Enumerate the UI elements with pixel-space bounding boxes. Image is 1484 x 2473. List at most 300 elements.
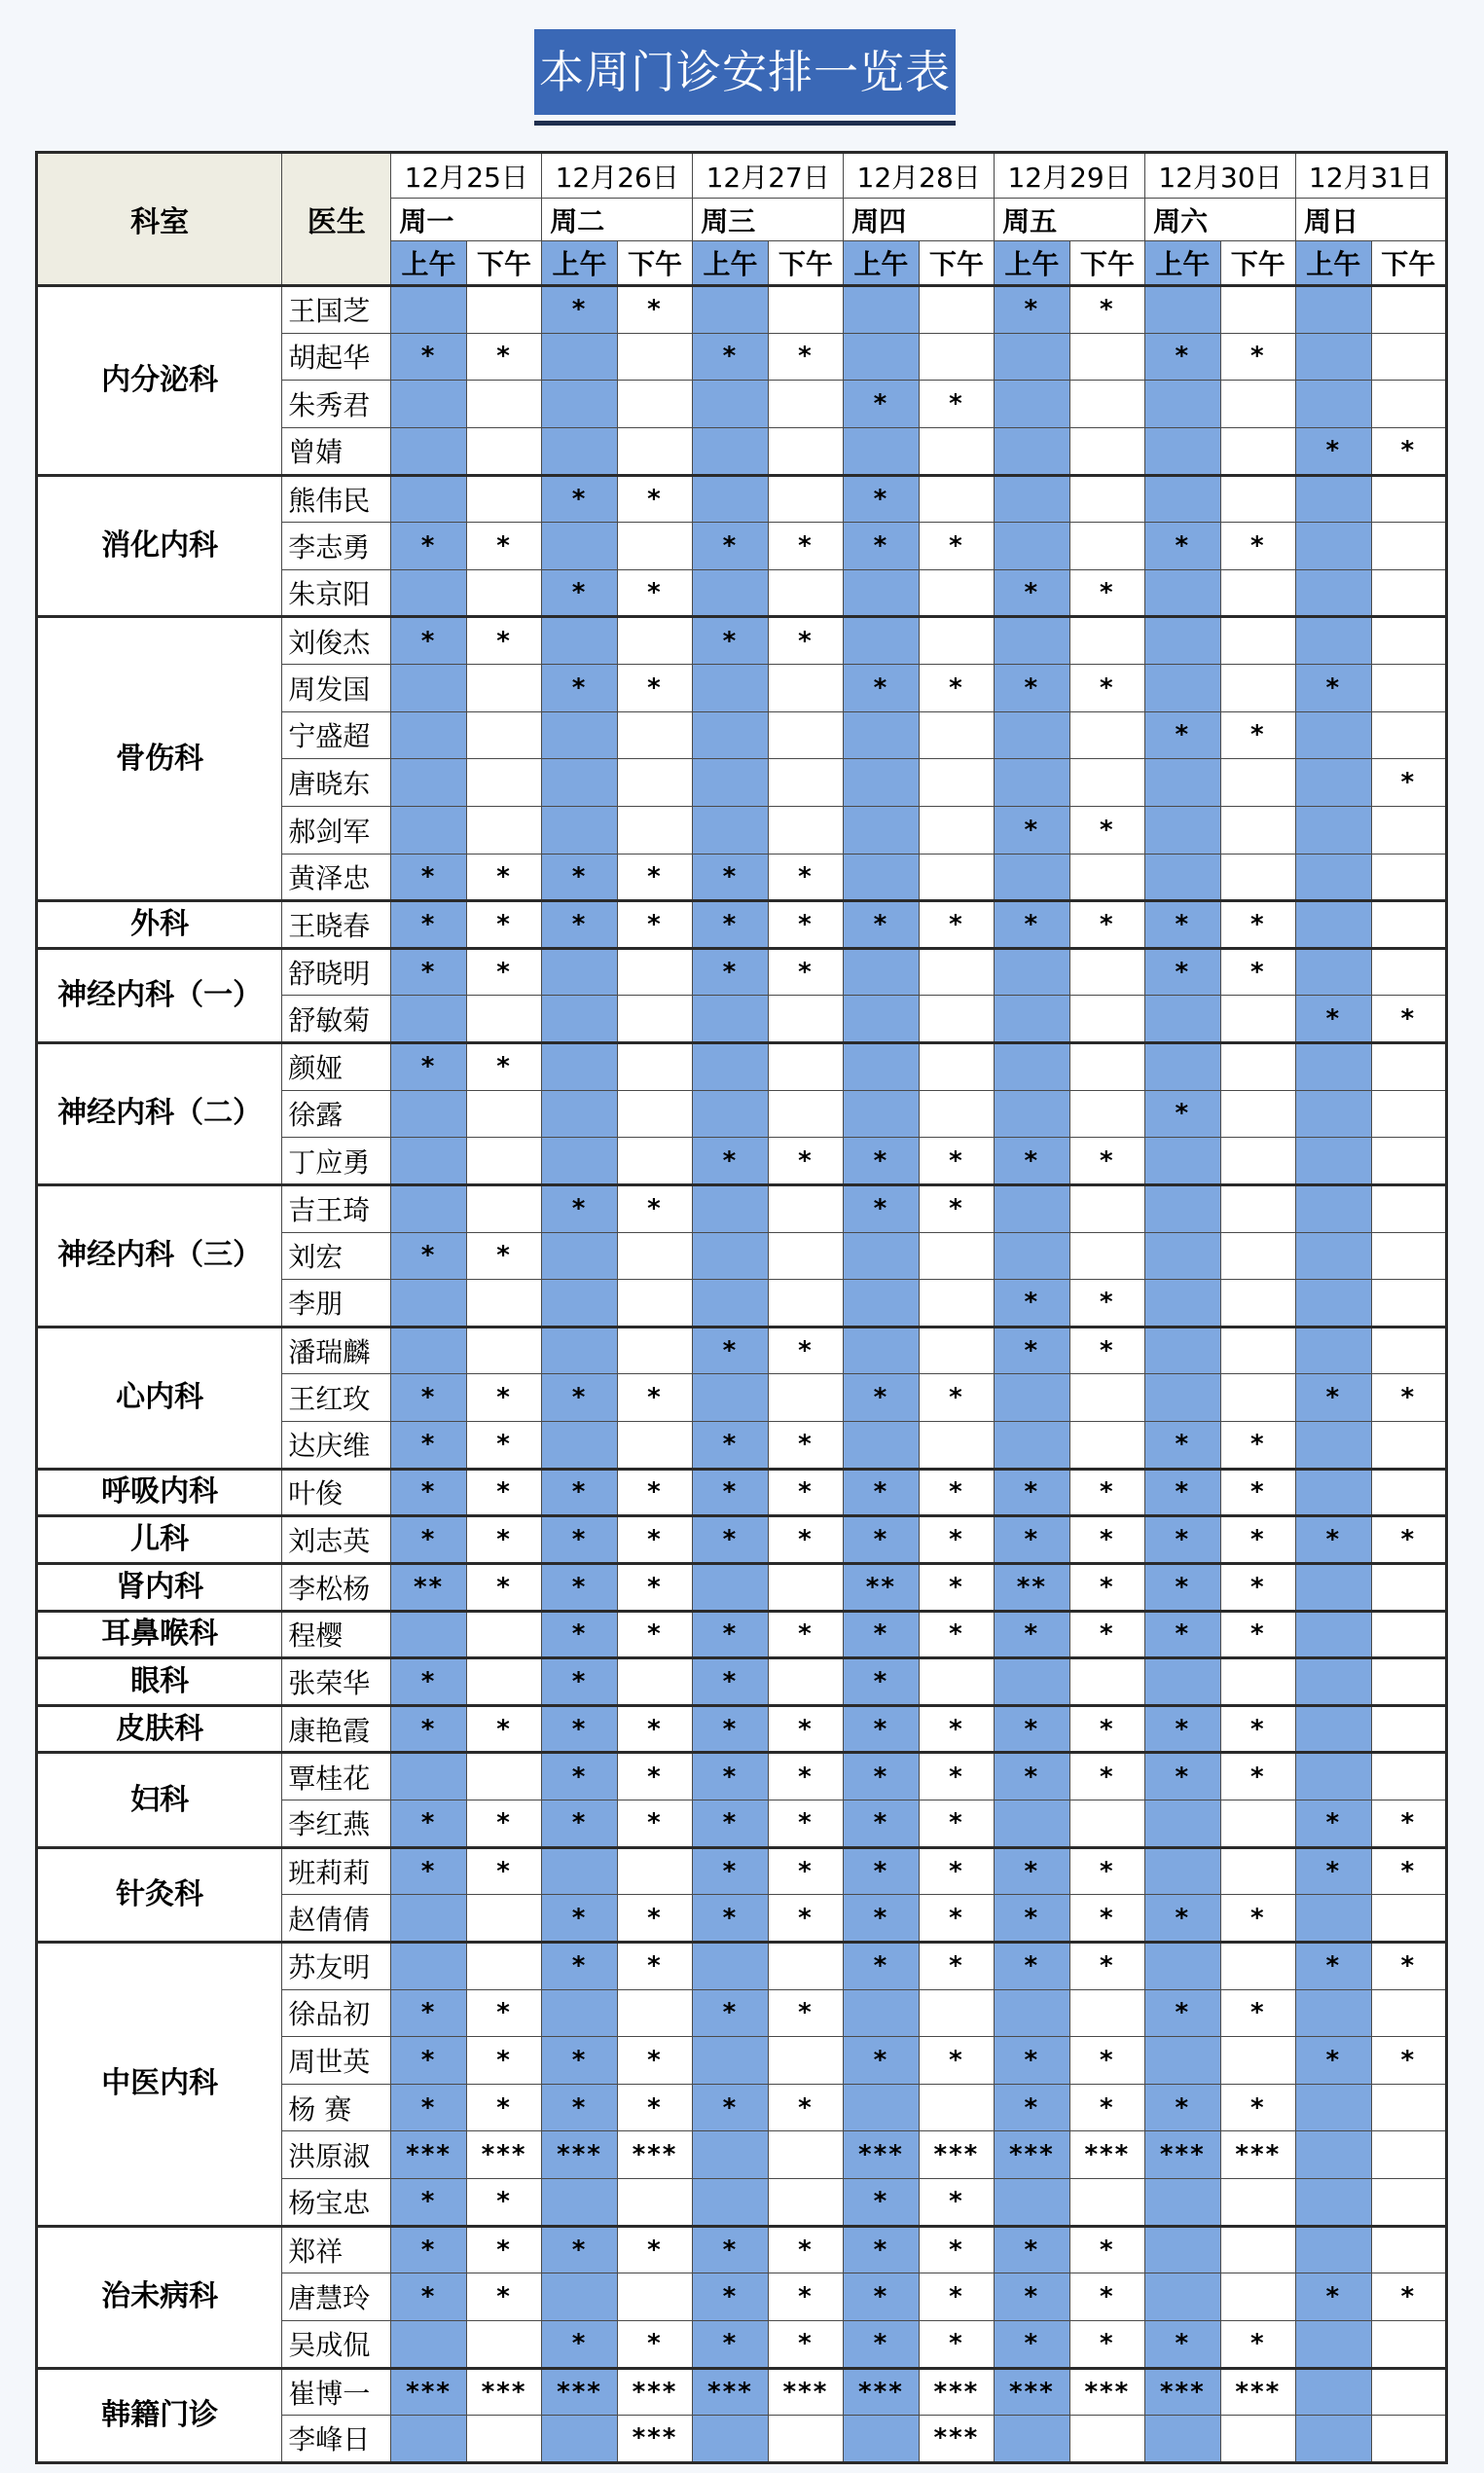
schedule-cell (995, 1043, 1069, 1091)
schedule-cell (995, 1658, 1069, 1706)
schedule-cell: * (466, 1043, 541, 1091)
schedule-cell (693, 2037, 768, 2085)
weekday-header: 周六 (1145, 199, 1296, 241)
schedule-cell (768, 1563, 843, 1611)
doctor-name: 朱秀君 (282, 381, 391, 428)
date-header: 12月29日 (995, 153, 1145, 199)
doctor-name: 李红燕 (282, 1800, 391, 1848)
schedule-cell: * (1145, 1989, 1220, 2037)
schedule-cell (919, 1989, 994, 2037)
schedule-cell: *** (844, 2131, 919, 2179)
schedule-cell: * (1296, 996, 1371, 1043)
schedule-cell (1145, 1374, 1220, 1422)
schedule-cell (1296, 948, 1371, 996)
schedule-cell (1296, 286, 1371, 334)
schedule-cell: * (693, 333, 768, 381)
schedule-cell: * (1220, 1563, 1295, 1611)
schedule-cell: * (919, 1753, 994, 1800)
schedule-cell: * (844, 1469, 919, 1516)
schedule-cell: * (617, 1942, 692, 1989)
schedule-cell: * (1296, 2273, 1371, 2321)
date-header: 12月30日 (1145, 153, 1296, 199)
schedule-cell (1296, 711, 1371, 759)
department-name: 内分泌科 (37, 286, 282, 476)
schedule-cell (1296, 523, 1371, 570)
schedule-cell: * (919, 2179, 994, 2227)
schedule-cell: * (693, 1516, 768, 1564)
schedule-cell (995, 2179, 1069, 2227)
schedule-cell (768, 1043, 843, 1091)
date-header: 12月27日 (693, 153, 844, 199)
doctor-name: 丁应勇 (282, 1138, 391, 1185)
schedule-cell: *** (617, 2368, 692, 2416)
schedule-cell (617, 617, 692, 665)
schedule-cell: * (919, 1138, 994, 1185)
doctor-name: 吉王琦 (282, 1184, 391, 1232)
doctor-name: 王国芝 (282, 286, 391, 334)
schedule-cell (391, 996, 466, 1043)
schedule-cell (1371, 1895, 1447, 1943)
schedule-cell (542, 1280, 617, 1327)
schedule-cell (391, 2320, 466, 2368)
schedule-cell (844, 2084, 919, 2131)
schedule-cell (466, 1138, 541, 1185)
schedule-cell: * (1069, 569, 1144, 617)
schedule-cell (768, 806, 843, 854)
schedule-cell: * (1069, 806, 1144, 854)
schedule-cell (693, 2416, 768, 2463)
schedule-cell (995, 1232, 1069, 1280)
schedule-cell: * (466, 2037, 541, 2085)
schedule-cell (768, 759, 843, 807)
schedule-cell (1069, 711, 1144, 759)
schedule-cell: * (1371, 1942, 1447, 1989)
schedule-cell (693, 996, 768, 1043)
schedule-cell: * (693, 1989, 768, 2037)
doctor-name: 张荣华 (282, 1658, 391, 1706)
schedule-cell: * (542, 1705, 617, 1753)
schedule-cell: * (466, 1232, 541, 1280)
schedule-cell: * (391, 333, 466, 381)
schedule-cell: * (617, 901, 692, 949)
schedule-cell (768, 1942, 843, 1989)
schedule-cell: * (617, 1753, 692, 1800)
schedule-cell: *** (995, 2368, 1069, 2416)
pm-header: 下午 (1220, 241, 1295, 286)
schedule-cell (391, 1753, 466, 1800)
schedule-cell (919, 2084, 994, 2131)
schedule-cell (1220, 2179, 1295, 2227)
schedule-cell: * (542, 1563, 617, 1611)
schedule-cell (1145, 1942, 1220, 1989)
schedule-cell (617, 1232, 692, 1280)
schedule-cell: * (1069, 1611, 1144, 1658)
schedule-cell: * (466, 617, 541, 665)
table-row (37, 948, 1447, 996)
schedule-cell (466, 1658, 541, 1706)
schedule-cell: * (1371, 996, 1447, 1043)
schedule-cell (1145, 2416, 1220, 2463)
schedule-cell (1371, 1090, 1447, 1138)
schedule-cell: * (693, 2226, 768, 2273)
schedule-cell: * (1145, 1611, 1220, 1658)
schedule-cell: * (768, 333, 843, 381)
schedule-cell (844, 711, 919, 759)
doctor-name: 曾婧 (282, 427, 391, 475)
table-row (37, 286, 1447, 334)
schedule-cell: * (466, 1705, 541, 1753)
schedule-cell: * (995, 1469, 1069, 1516)
doctor-name: 王晓春 (282, 901, 391, 949)
schedule-cell: * (542, 569, 617, 617)
schedule-cell (617, 1138, 692, 1185)
schedule-cell (1145, 475, 1220, 523)
schedule-cell: *** (919, 2416, 994, 2463)
schedule-cell: * (995, 1327, 1069, 1374)
schedule-cell (466, 2320, 541, 2368)
schedule-cell: * (1069, 1942, 1144, 1989)
schedule-cell (995, 948, 1069, 996)
schedule-cell (542, 996, 617, 1043)
schedule-cell (1371, 2179, 1447, 2227)
schedule-cell (466, 806, 541, 854)
schedule-cell: * (617, 2226, 692, 2273)
schedule-cell: * (1069, 2037, 1144, 2085)
schedule-cell (391, 427, 466, 475)
schedule-cell: * (995, 2320, 1069, 2368)
schedule-cell: * (693, 1327, 768, 1374)
schedule-cell (617, 759, 692, 807)
schedule-cell (919, 1090, 994, 1138)
schedule-cell: * (1145, 1753, 1220, 1800)
schedule-cell (995, 711, 1069, 759)
schedule-cell (542, 1327, 617, 1374)
schedule-cell (1296, 901, 1371, 949)
schedule-cell: * (919, 1611, 994, 1658)
schedule-cell: * (919, 2037, 994, 2085)
schedule-cell (1371, 1658, 1447, 1706)
schedule-cell (1069, 1090, 1144, 1138)
schedule-cell: * (693, 948, 768, 996)
schedule-cell (1371, 1138, 1447, 1185)
schedule-cell: * (1220, 1611, 1295, 1658)
schedule-cell (844, 948, 919, 996)
schedule-cell: * (542, 2226, 617, 2273)
department-name: 韩籍门诊 (37, 2368, 282, 2462)
schedule-cell: * (617, 1516, 692, 1564)
schedule-cell (542, 2273, 617, 2321)
schedule-cell (1220, 1090, 1295, 1138)
schedule-cell: * (919, 1516, 994, 1564)
schedule-cell: * (542, 2320, 617, 2368)
schedule-cell: * (693, 1895, 768, 1943)
schedule-cell: * (768, 1705, 843, 1753)
schedule-cell (1371, 1753, 1447, 1800)
schedule-cell: * (995, 286, 1069, 334)
schedule-cell: *** (391, 2368, 466, 2416)
table-body (37, 286, 1447, 2463)
schedule-cell: * (1371, 2273, 1447, 2321)
schedule-cell (1371, 2320, 1447, 2368)
schedule-cell (1220, 286, 1295, 334)
schedule-cell (1145, 854, 1220, 901)
schedule-cell (617, 1422, 692, 1470)
schedule-cell (466, 996, 541, 1043)
schedule-cell: * (844, 523, 919, 570)
schedule-cell: * (768, 1847, 843, 1895)
schedule-cell (617, 2273, 692, 2321)
schedule-cell: * (466, 948, 541, 996)
schedule-cell (542, 523, 617, 570)
schedule-cell: * (391, 854, 466, 901)
schedule-cell: * (1220, 1989, 1295, 2037)
schedule-cell: *** (919, 2131, 994, 2179)
schedule-cell (617, 948, 692, 996)
schedule-cell (995, 333, 1069, 381)
schedule-cell (391, 1138, 466, 1185)
schedule-cell: * (1069, 2273, 1144, 2321)
schedule-cell: * (617, 1611, 692, 1658)
schedule-cell: * (919, 2320, 994, 2368)
schedule-cell (542, 617, 617, 665)
schedule-cell: ** (844, 1563, 919, 1611)
schedule-cell (768, 286, 843, 334)
schedule-cell: * (844, 381, 919, 428)
schedule-cell (542, 1090, 617, 1138)
schedule-cell (768, 2037, 843, 2085)
schedule-cell: * (1145, 1705, 1220, 1753)
schedule-cell: *** (1220, 2131, 1295, 2179)
schedule-cell: * (844, 665, 919, 712)
schedule-cell (391, 1090, 466, 1138)
schedule-cell: * (617, 2320, 692, 2368)
schedule-cell (1296, 2320, 1371, 2368)
schedule-cell (1220, 1327, 1295, 1374)
schedule-cell (1145, 1280, 1220, 1327)
schedule-cell: * (768, 1895, 843, 1943)
schedule-cell: * (693, 2320, 768, 2368)
schedule-cell (1371, 1327, 1447, 1374)
doctor-name: 班莉莉 (282, 1847, 391, 1895)
schedule-cell: * (542, 1184, 617, 1232)
schedule-cell (1069, 1043, 1144, 1091)
schedule-cell: * (844, 1847, 919, 1895)
table-row (37, 1611, 1447, 1658)
table-row (37, 1705, 1447, 1753)
schedule-cell: *** (919, 2368, 994, 2416)
schedule-cell: * (1220, 1895, 1295, 1943)
schedule-cell: * (542, 1895, 617, 1943)
schedule-cell: * (1145, 711, 1220, 759)
schedule-cell (693, 1942, 768, 1989)
schedule-cell (1371, 2131, 1447, 2179)
schedule-cell (1220, 2226, 1295, 2273)
doctor-name: 叶俊 (282, 1469, 391, 1516)
weekday-header: 周五 (995, 199, 1145, 241)
schedule-cell: * (1145, 1469, 1220, 1516)
schedule-cell: * (391, 1374, 466, 1422)
schedule-cell: * (919, 1800, 994, 1848)
schedule-cell: * (1220, 1753, 1295, 1800)
schedule-cell (693, 1280, 768, 1327)
schedule-cell (919, 948, 994, 996)
department-name: 皮肤科 (37, 1705, 282, 1753)
schedule-cell (466, 665, 541, 712)
title-area (0, 0, 1484, 146)
schedule-cell: * (1069, 1516, 1144, 1564)
schedule-cell (768, 1658, 843, 1706)
table-row (37, 475, 1447, 523)
schedule-cell (844, 1043, 919, 1091)
schedule-cell: * (466, 523, 541, 570)
doctor-name: 刘俊杰 (282, 617, 391, 665)
department-name: 眼科 (37, 1658, 282, 1706)
schedule-cell (919, 806, 994, 854)
schedule-cell (1296, 569, 1371, 617)
schedule-cell (1220, 996, 1295, 1043)
schedule-cell: * (768, 2226, 843, 2273)
schedule-cell (844, 806, 919, 854)
schedule-cell (1145, 427, 1220, 475)
schedule-cell: * (844, 2273, 919, 2321)
schedule-cell (466, 427, 541, 475)
schedule-cell (995, 2416, 1069, 2463)
schedule-cell: * (768, 854, 843, 901)
schedule-cell (391, 1184, 466, 1232)
date-header: 12月26日 (542, 153, 693, 199)
schedule-cell (693, 1563, 768, 1611)
schedule-cell (693, 1374, 768, 1422)
schedule-cell: * (617, 854, 692, 901)
schedule-cell (995, 427, 1069, 475)
schedule-cell (1371, 665, 1447, 712)
schedule-cell: * (542, 1374, 617, 1422)
department-name: 心内科 (37, 1327, 282, 1469)
schedule-cell (1296, 2131, 1371, 2179)
am-header: 上午 (391, 241, 466, 286)
schedule-cell: * (466, 1989, 541, 2037)
schedule-cell (919, 1327, 994, 1374)
schedule-cell (1220, 1184, 1295, 1232)
schedule-cell (1371, 1280, 1447, 1327)
department-name: 针灸科 (37, 1847, 282, 1942)
schedule-cell (1220, 854, 1295, 901)
doctor-name: 朱京阳 (282, 569, 391, 617)
schedule-cell: * (1069, 1138, 1144, 1185)
schedule-cell (1220, 427, 1295, 475)
schedule-cell: * (1220, 1469, 1295, 1516)
schedule-cell (1296, 1658, 1371, 1706)
schedule-cell (1296, 1469, 1371, 1516)
schedule-cell: * (768, 1327, 843, 1374)
schedule-cell (1296, 1138, 1371, 1185)
table-row (37, 901, 1447, 949)
schedule-cell (693, 806, 768, 854)
doctor-name: 颜娅 (282, 1043, 391, 1091)
schedule-cell: *** (1145, 2131, 1220, 2179)
schedule-cell: * (919, 381, 994, 428)
schedule-cell (919, 333, 994, 381)
schedule-cell (1069, 381, 1144, 428)
department-name: 骨伤科 (37, 617, 282, 901)
schedule-cell: * (995, 1753, 1069, 1800)
schedule-cell (1145, 1232, 1220, 1280)
page-title: 本周门诊安排一览表 (534, 29, 956, 115)
date-header: 12月28日 (844, 153, 995, 199)
schedule-cell: * (693, 617, 768, 665)
schedule-cell: * (466, 2084, 541, 2131)
schedule-cell (844, 1422, 919, 1470)
schedule-cell (1220, 1942, 1295, 1989)
schedule-cell (1371, 948, 1447, 996)
schedule-cell (1371, 2226, 1447, 2273)
schedule-cell (1220, 1374, 1295, 1422)
schedule-cell (617, 996, 692, 1043)
schedule-cell (1296, 1563, 1371, 1611)
schedule-cell: * (919, 1184, 994, 1232)
schedule-cell (1371, 1705, 1447, 1753)
doctor-name: 洪原淑 (282, 2131, 391, 2179)
schedule-cell: * (391, 1658, 466, 1706)
schedule-cell (768, 2416, 843, 2463)
pm-header: 下午 (1371, 241, 1447, 286)
schedule-cell (1296, 1895, 1371, 1943)
schedule-cell (542, 1138, 617, 1185)
doctor-name: 崔博一 (282, 2368, 391, 2416)
schedule-cell (1371, 1563, 1447, 1611)
schedule-cell: * (919, 2273, 994, 2321)
schedule-cell (844, 996, 919, 1043)
schedule-cell: * (844, 1895, 919, 1943)
doctor-header: 医生 (282, 153, 391, 286)
schedule-cell (1145, 1800, 1220, 1848)
schedule-cell: * (1296, 427, 1371, 475)
schedule-cell: * (693, 1422, 768, 1470)
schedule-cell (542, 1989, 617, 2037)
schedule-cell (1145, 759, 1220, 807)
schedule-cell (995, 523, 1069, 570)
schedule-cell (1296, 2368, 1371, 2416)
schedule-cell (768, 711, 843, 759)
schedule-cell (1069, 475, 1144, 523)
schedule-cell (995, 1422, 1069, 1470)
schedule-cell (919, 427, 994, 475)
schedule-cell (617, 1090, 692, 1138)
schedule-cell (542, 2416, 617, 2463)
schedule-cell (995, 1800, 1069, 1848)
schedule-cell (919, 1422, 994, 1470)
schedule-cell: * (617, 1374, 692, 1422)
schedule-cell (391, 711, 466, 759)
department-name: 呼吸内科 (37, 1469, 282, 1516)
schedule-cell: * (466, 1422, 541, 1470)
schedule-cell (1145, 1184, 1220, 1232)
schedule-cell: * (542, 854, 617, 901)
doctor-name: 李松杨 (282, 1563, 391, 1611)
schedule-cell (1371, 1422, 1447, 1470)
schedule-cell (768, 427, 843, 475)
schedule-cell (1145, 2273, 1220, 2321)
department-name: 消化内科 (37, 475, 282, 617)
schedule-cell (1220, 381, 1295, 428)
schedule-cell (768, 569, 843, 617)
schedule-cell: * (391, 1989, 466, 2037)
schedule-cell: * (919, 1895, 994, 1943)
schedule-cell: * (1069, 1280, 1144, 1327)
schedule-cell: * (768, 1800, 843, 1848)
schedule-cell: * (1220, 1422, 1295, 1470)
schedule-cell: * (391, 1705, 466, 1753)
